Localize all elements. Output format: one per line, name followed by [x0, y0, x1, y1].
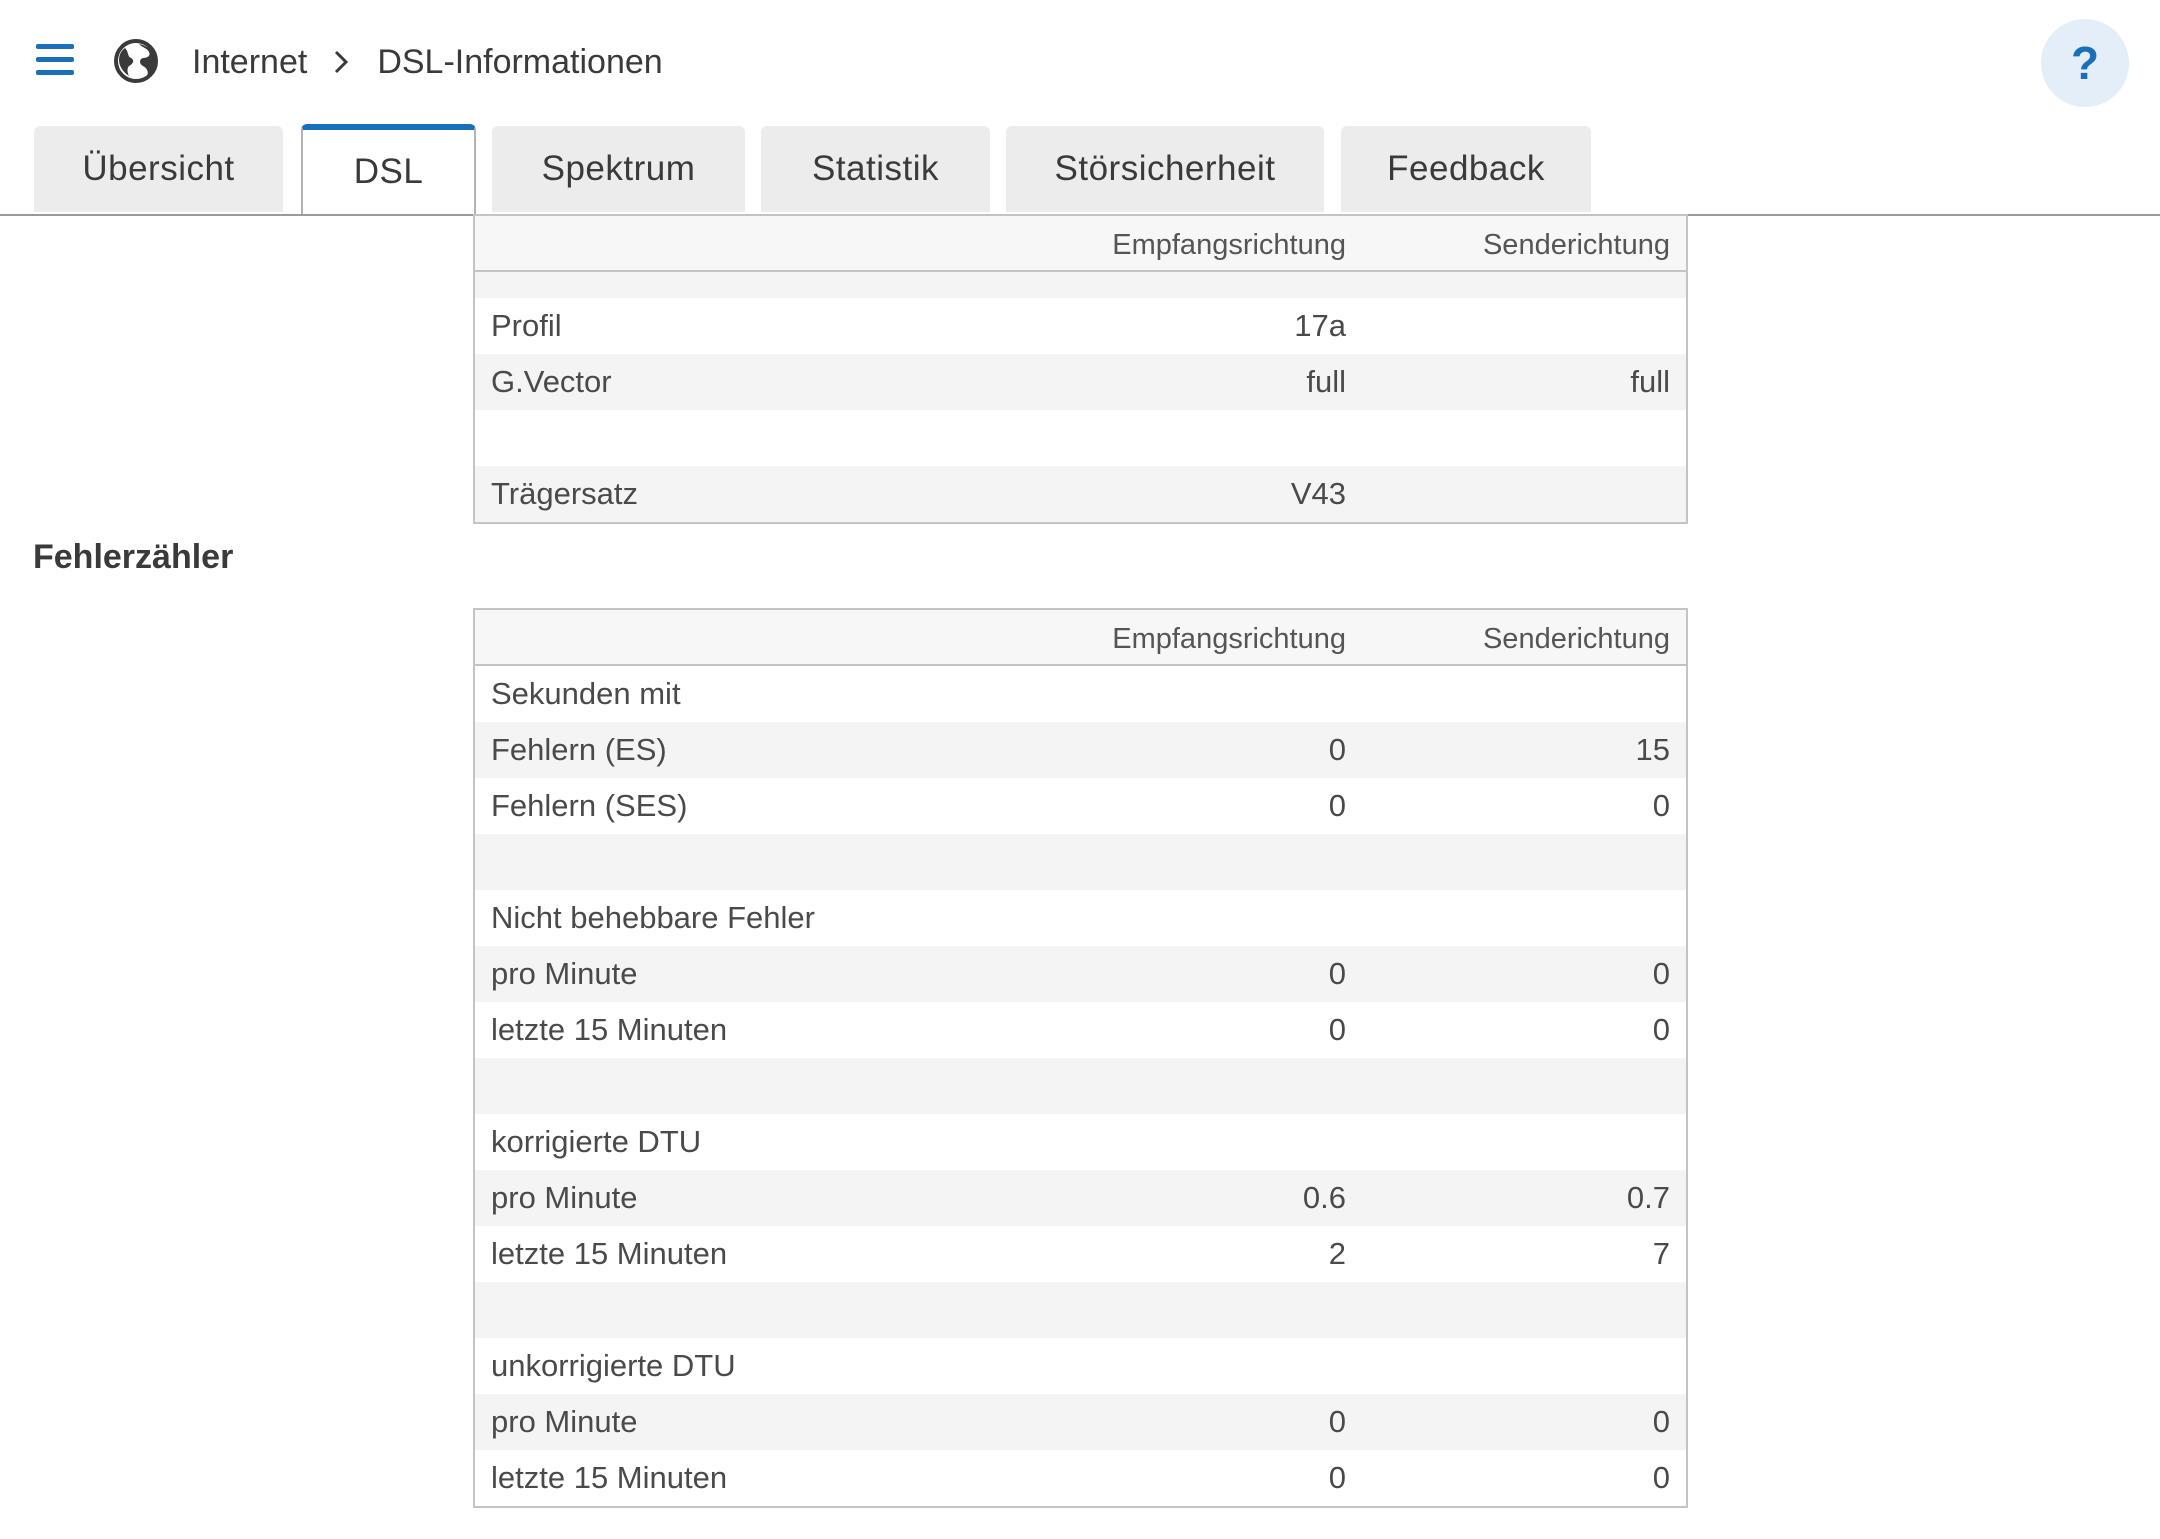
downstream-value: 0 — [1328, 1404, 1346, 1439]
table-row — [475, 354, 1686, 410]
breadcrumb-internet[interactable]: Internet — [192, 42, 308, 81]
row-label: Fehlern (SES) — [491, 788, 688, 823]
row-label: letzte 15 Minuten — [491, 1236, 728, 1271]
row-label: Trägersatz — [491, 476, 639, 511]
row-label: Fehlern (ES) — [491, 732, 667, 767]
table-row — [475, 666, 1686, 722]
table-row — [475, 1114, 1686, 1170]
column-header-upstream: Senderichtung — [1482, 623, 1670, 655]
table-row — [475, 834, 1686, 890]
downstream-value: 0 — [1328, 1012, 1346, 1047]
row-label: Sekunden mit — [491, 676, 681, 711]
row-label: korrigierte DTU — [491, 1124, 702, 1159]
table-row — [475, 1170, 1686, 1226]
upstream-value: 0 — [1652, 1012, 1670, 1047]
table-row — [475, 272, 1686, 298]
table-row — [475, 1338, 1686, 1394]
chevron-right-icon — [333, 49, 349, 75]
upstream-value: 0 — [1652, 788, 1670, 823]
row-label: pro Minute — [491, 1404, 638, 1439]
row-label: Nicht behebbare Fehler — [491, 900, 815, 935]
table-row — [475, 890, 1686, 946]
table-row — [475, 946, 1686, 1002]
column-header-downstream: Empfangsrichtung — [1112, 229, 1346, 261]
tab-feedback[interactable]: Feedback — [1341, 126, 1591, 212]
row-label: letzte 15 Minuten — [491, 1012, 728, 1047]
upstream-value: 0 — [1652, 1460, 1670, 1495]
row-label: letzte 15 Minuten — [491, 1460, 728, 1495]
downstream-value: 0 — [1328, 788, 1346, 823]
help-button[interactable]: ? — [2041, 19, 2129, 107]
column-header-downstream: Empfangsrichtung — [1112, 623, 1346, 655]
tab-bar — [0, 124, 2160, 216]
row-label: pro Minute — [491, 956, 638, 991]
error-counter-table — [473, 608, 1688, 1508]
upstream-value: 0 — [1652, 1404, 1670, 1439]
table-row — [475, 1450, 1686, 1506]
row-label: Profil — [491, 308, 562, 343]
tab-stoersicherheit[interactable]: Störsicherheit — [1006, 126, 1324, 212]
upstream-value: full — [1630, 364, 1670, 399]
table-row — [475, 778, 1686, 834]
column-header-upstream: Senderichtung — [1482, 229, 1670, 261]
table-header — [475, 610, 1686, 666]
breadcrumb-current: DSL-Informationen — [377, 42, 663, 81]
page-header — [0, 0, 2160, 124]
table-row — [475, 1282, 1686, 1338]
upstream-value: 15 — [1635, 732, 1670, 767]
table-row — [475, 1002, 1686, 1058]
table-row — [475, 410, 1686, 466]
table-row — [475, 298, 1686, 354]
row-label: unkorrigierte DTU — [491, 1348, 736, 1383]
row-label: pro Minute — [491, 1180, 638, 1215]
table-row — [475, 1394, 1686, 1450]
tab-statistik[interactable]: Statistik — [761, 126, 990, 212]
downstream-value: 17a — [1294, 308, 1346, 343]
menu-icon[interactable] — [36, 44, 74, 76]
tab-uebersicht[interactable]: Übersicht — [34, 126, 283, 212]
line-info-table — [473, 214, 1688, 524]
breadcrumb — [192, 38, 663, 86]
downstream-value: 0.6 — [1302, 1180, 1346, 1215]
table-row — [475, 466, 1686, 522]
upstream-value: 7 — [1652, 1236, 1670, 1271]
upstream-value: 0.7 — [1626, 1180, 1670, 1215]
downstream-value: 0 — [1328, 956, 1346, 991]
globe-icon — [113, 38, 159, 84]
table-row — [475, 1058, 1686, 1114]
table-header — [475, 216, 1686, 272]
upstream-value: 0 — [1652, 956, 1670, 991]
table-row — [475, 1226, 1686, 1282]
downstream-value: V43 — [1290, 476, 1346, 511]
table-row — [475, 722, 1686, 778]
row-label: G.Vector — [491, 364, 612, 399]
section-title-fehlerzaehler: Fehlerzähler — [33, 538, 234, 576]
tab-dsl[interactable]: DSL — [301, 124, 476, 214]
downstream-value: 0 — [1328, 732, 1346, 767]
downstream-value: 0 — [1328, 1460, 1346, 1495]
downstream-value: 2 — [1328, 1236, 1346, 1271]
downstream-value: full — [1306, 364, 1346, 399]
tab-spektrum[interactable]: Spektrum — [492, 126, 745, 212]
